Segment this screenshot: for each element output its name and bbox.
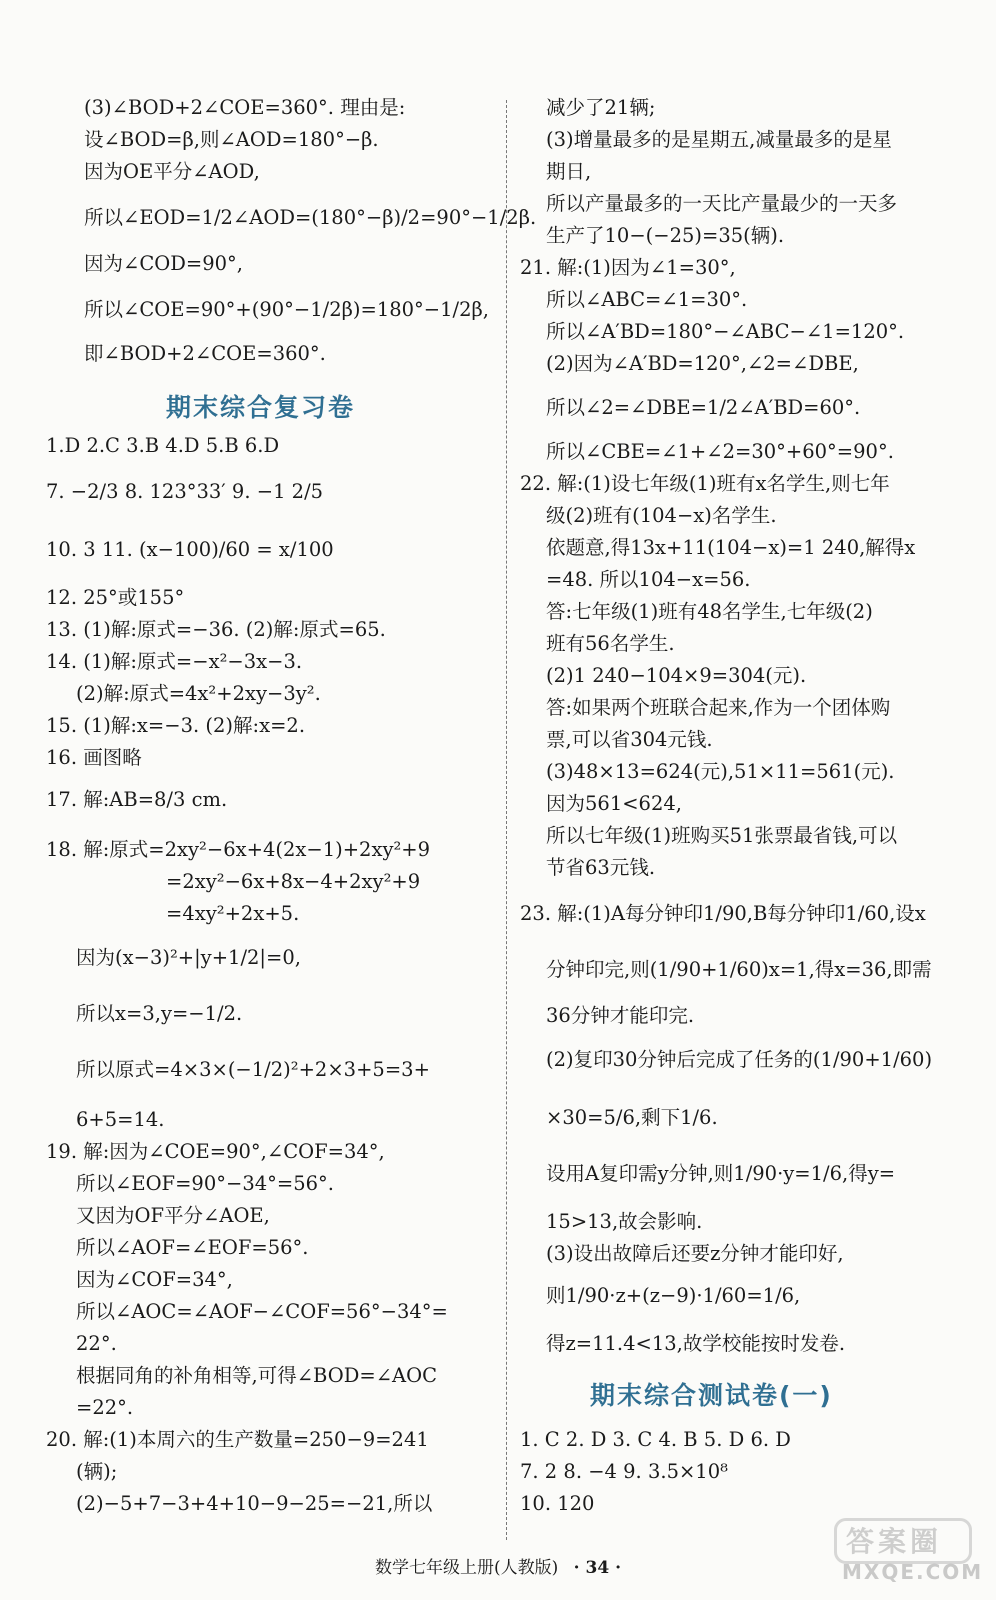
answer-line: 得z=11.4<13,故学校能按时发卷. — [546, 1332, 846, 1355]
answer-line: =22°. — [76, 1396, 134, 1419]
answer-line: 分钟印完,则(1/90+1/60)x=1,得x=36,即需 — [546, 958, 932, 981]
answer-line: 23. 解:(1)A每分钟印1/90,B每分钟印1/60,设x — [520, 902, 926, 925]
answer-line: (3)∠BOD+2∠COE=360°. 理由是: — [84, 96, 406, 119]
footer-label: 数学七年级上册(人教版) — [374, 1558, 559, 1578]
answer-line: 因为(x−3)²+|y+1/2|=0, — [76, 946, 301, 969]
section-heading: 期末综合复习卷 — [166, 393, 356, 422]
answer-line: 又因为OF平分∠AOE, — [76, 1204, 270, 1227]
answer-line: 节省63元钱. — [546, 856, 656, 879]
answer-line: 17. 解:AB=8/3 cm. — [46, 788, 228, 811]
answer-line: 所以原式=4×3×(−1/2)²+2×3+5=3+ — [76, 1058, 430, 1081]
answer-line: ×30=5/6,剩下1/6. — [546, 1106, 718, 1129]
answer-line: 根据同角的补角相等,可得∠BOD=∠AOC — [76, 1364, 438, 1387]
answer-line: 20. 解:(1)本周六的生产数量=250−9=241 — [46, 1428, 429, 1451]
answer-line: 所以∠ABC=∠1=30°. — [546, 288, 748, 311]
answer-line: 21. 解:(1)因为∠1=30°, — [520, 256, 736, 279]
answer-line: 36分钟才能印完. — [546, 1004, 695, 1027]
answer-line: (3)设出故障后还要z分钟才能印好, — [546, 1242, 844, 1265]
answer-line: 所以x=3,y=−1/2. — [76, 1002, 243, 1025]
answer-line: 所以∠2=∠DBE=1/2∠A′BD=60°. — [546, 396, 861, 419]
answer-line: 所以∠AOF=∠EOF=56°. — [76, 1236, 309, 1259]
answer-line: 13. (1)解:原式=−36. (2)解:原式=65. — [46, 618, 386, 641]
answer-line: (3)48×13=624(元),51×11=561(元). — [546, 760, 895, 783]
answer-line: 22°. — [76, 1332, 117, 1355]
answer-line: (3)增量最多的是星期五,减量最多的是星 — [546, 128, 892, 151]
answer-line: 因为OE平分∠AOD, — [84, 160, 260, 183]
answer-line: 22. 解:(1)设七年级(1)班有x名学生,则七年 — [520, 472, 890, 495]
answer-line: 所以∠A′BD=180°−∠ABC−∠1=120°. — [546, 320, 905, 343]
answer-line: 1.D 2.C 3.B 4.D 5.B 6.D — [46, 434, 280, 457]
answer-line: (2)−5+7−3+4+10−9−25=−21,所以 — [76, 1492, 433, 1515]
answer-line: 14. (1)解:原式=−x²−3x−3. — [46, 650, 303, 673]
answer-line: 依题意,得13x+11(104−x)=1 240,解得x — [546, 536, 916, 559]
answer-line: 所以产量最多的一天比产量最少的一天多 — [546, 192, 898, 215]
answer-line: =2xy²−6x+8x−4+2xy²+9 — [166, 870, 421, 893]
answer-line: 16. 画图略 — [46, 746, 142, 769]
answer-line: 答:如果两个班联合起来,作为一个团体购 — [546, 696, 891, 719]
answer-line: (2)解:原式=4x²+2xy−3y². — [76, 682, 321, 705]
answer-line: 生产了10−(−25)=35(辆). — [546, 224, 785, 247]
answer-line: 则1/90·z+(z−9)·1/60=1/6, — [546, 1284, 801, 1307]
answer-line: 15. (1)解:x=−3. (2)解:x=2. — [46, 714, 306, 737]
answer-line: 12. 25°或155° — [46, 586, 185, 609]
answer-line: 设∠BOD=β,则∠AOD=180°−β. — [84, 128, 379, 151]
answer-line: 票,可以省304元钱. — [546, 728, 713, 751]
answer-line: 所以∠CBE=∠1+∠2=30°+60°=90°. — [546, 440, 894, 463]
page-number: · 34 · — [573, 1558, 621, 1578]
answer-line: 7. 2 8. −4 9. 3.5×10⁸ — [520, 1460, 728, 1483]
answer-line: 7. −2/3 8. 123°33′ 9. −1 2/5 — [46, 480, 324, 503]
answer-line: 期日, — [546, 160, 592, 183]
answer-line: 所以∠AOC=∠AOF−∠COF=56°−34°= — [76, 1300, 448, 1323]
answer-line: 减少了21辆; — [546, 96, 656, 119]
answer-line: 设用A复印需y分钟,则1/90·y=1/6,得y= — [546, 1162, 896, 1185]
answer-line: 所以∠COE=90°+(90°−1/2β)=180°−1/2β, — [84, 298, 489, 321]
section-heading: 期末综合测试卷(一) — [590, 1381, 833, 1410]
answer-line: (2)因为∠A′BD=120°,∠2=∠DBE, — [546, 352, 859, 375]
answer-line: 6+5=14. — [76, 1108, 165, 1131]
answer-line: 班有56名学生. — [546, 632, 675, 655]
answer-line: =48. 所以104−x=56. — [546, 568, 751, 591]
answer-line: 答:七年级(1)班有48名学生,七年级(2) — [546, 600, 873, 623]
column-divider — [506, 100, 507, 1540]
answer-line: 10. 3 11. (x−100)/60 = x/100 — [46, 538, 334, 561]
watermark-logo — [834, 1518, 984, 1584]
answer-line: 18. 解:原式=2xy²−6x+4(2x−1)+2xy²+9 — [46, 838, 431, 861]
answer-line: 所以∠EOF=90°−34°=56°. — [76, 1172, 334, 1195]
answer-line: 所以七年级(1)班购买51张票最省钱,可以 — [546, 824, 898, 847]
answer-line: 19. 解:因为∠COE=90°,∠COF=34°, — [46, 1140, 385, 1163]
answer-line: 级(2)班有(104−x)名学生. — [546, 504, 777, 527]
watermark-url: MXQE.COM — [842, 1560, 984, 1584]
answer-line: 因为561<624, — [546, 792, 682, 815]
answer-line: (2)1 240−104×9=304(元). — [546, 664, 807, 687]
answer-line: (辆); — [76, 1460, 118, 1483]
answer-line: 1. C 2. D 3. C 4. B 5. D 6. D — [520, 1428, 791, 1451]
answer-line: 所以∠EOD=1/2∠AOD=(180°−β)/2=90°−1/2β. — [84, 206, 537, 229]
answer-line: (2)复印30分钟后完成了任务的(1/90+1/60) — [546, 1048, 933, 1071]
answer-line: 即∠BOD+2∠COE=360°. — [84, 342, 326, 365]
answer-line: =4xy²+2x+5. — [166, 902, 300, 925]
answer-line: 10. 120 — [520, 1492, 595, 1515]
answer-line: 因为∠COD=90°, — [84, 252, 243, 275]
watermark-text: 答案圈 — [846, 1525, 943, 1558]
answer-line: 15>13,故会影响. — [546, 1210, 703, 1233]
answer-line: 因为∠COF=34°, — [76, 1268, 233, 1291]
